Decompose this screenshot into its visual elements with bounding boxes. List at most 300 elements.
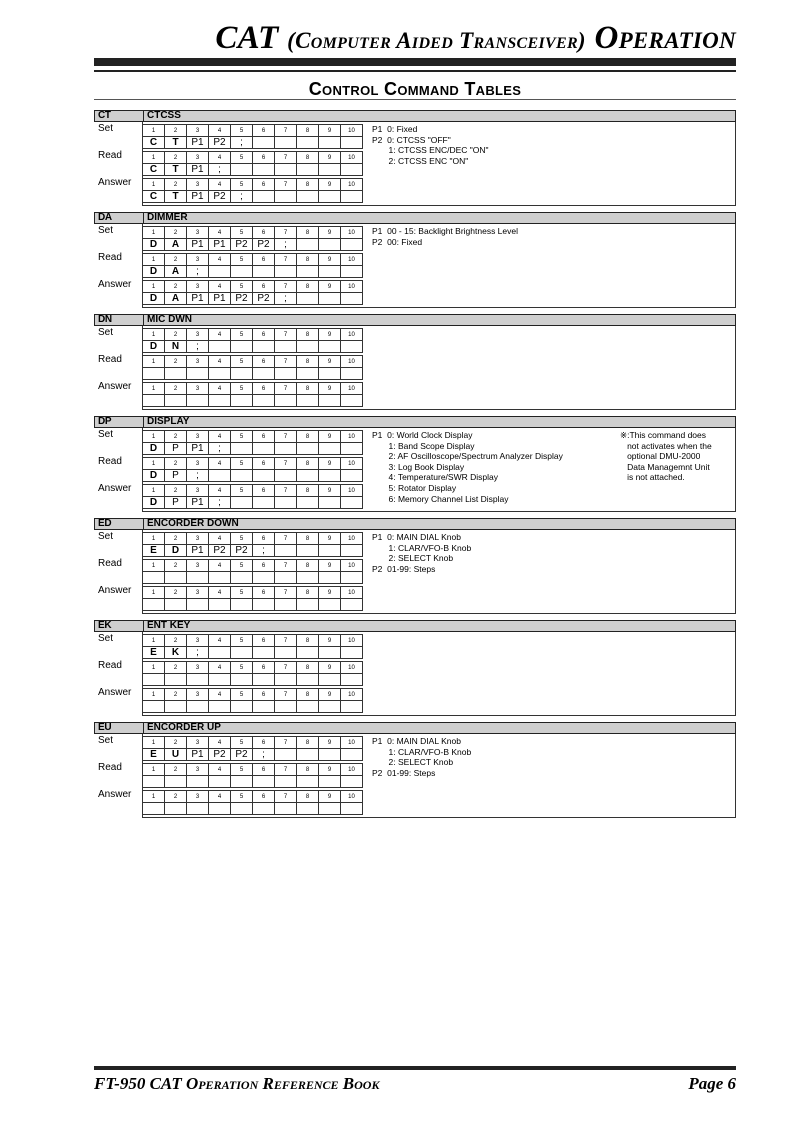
command-char-cell: A [165, 266, 187, 278]
position-number: 6 [253, 689, 275, 701]
command-char-cell [319, 803, 341, 815]
command-grid-set [142, 532, 363, 557]
command-char-cell: P2 [209, 191, 231, 203]
position-number: 3 [187, 587, 209, 599]
position-number: 10 [341, 179, 363, 191]
command-char-cell [209, 470, 231, 482]
position-number: 8 [297, 281, 319, 293]
position-number: 10 [341, 533, 363, 545]
position-number: 7 [275, 383, 297, 395]
position-number: 5 [231, 533, 253, 545]
command-grid-set [142, 124, 363, 149]
command-char-cell [231, 368, 253, 380]
command-char-cell [341, 443, 363, 455]
command-char-cell: ; [209, 443, 231, 455]
position-number: 7 [275, 791, 297, 803]
command-char-row [143, 647, 363, 659]
command-char-cell [319, 191, 341, 203]
command-char-cell [341, 647, 363, 659]
command-char-cell [297, 497, 319, 509]
command-char-cell [275, 647, 297, 659]
command-grid-read [142, 151, 363, 176]
position-number: 6 [253, 356, 275, 368]
command-char-cell: P2 [253, 239, 275, 251]
title-cat: CAT [215, 20, 279, 56]
row-label-read: Read [98, 660, 122, 671]
position-number: 2 [165, 152, 187, 164]
command-name: DISPLAY [147, 416, 190, 427]
position-number: 3 [187, 485, 209, 497]
command-char-cell [297, 647, 319, 659]
command-char-cell [341, 341, 363, 353]
command-char-cell: P2 [231, 239, 253, 251]
position-number: 6 [253, 737, 275, 749]
parameter-description: P1 0: World Clock Display 1: Band Scope Display 2: AF Oscilloscope/Spectrum Analyzer Display 3: Log Book Display 4: Temperature/SWR Display 5: Rotator Display 6: Memory Channel List Display [372, 430, 563, 504]
position-number: 1 [143, 458, 165, 470]
command-char-row [143, 701, 363, 713]
position-number: 2 [165, 485, 187, 497]
command-char-cell [319, 137, 341, 149]
command-char-cell [275, 341, 297, 353]
command-char-cell [297, 701, 319, 713]
row-label-read: Read [98, 456, 122, 467]
position-number: 5 [231, 560, 253, 572]
row-label-answer: Answer [98, 789, 132, 800]
position-number-row [143, 458, 363, 470]
command-char-cell [253, 674, 275, 686]
command-char-cell [319, 776, 341, 788]
command-char-cell [231, 497, 253, 509]
position-number: 4 [209, 764, 231, 776]
position-number: 1 [143, 737, 165, 749]
command-char-cell [253, 395, 275, 407]
command-char-cell: P1 [187, 443, 209, 455]
command-char-cell [253, 191, 275, 203]
command-char-cell [143, 701, 165, 713]
command-char-cell [319, 545, 341, 557]
position-number: 4 [209, 356, 231, 368]
position-number-row [143, 635, 363, 647]
command-char-cell: P2 [209, 137, 231, 149]
command-char-cell [341, 776, 363, 788]
position-number: 1 [143, 560, 165, 572]
position-number: 5 [231, 356, 253, 368]
position-number: 1 [143, 152, 165, 164]
position-number: 3 [187, 356, 209, 368]
command-char-cell [341, 749, 363, 761]
command-name: ENCORDER DOWN [147, 518, 239, 529]
command-char-cell [297, 239, 319, 251]
row-label-answer: Answer [98, 381, 132, 392]
position-number: 2 [165, 560, 187, 572]
command-char-row [143, 749, 363, 761]
command-char-cell [319, 164, 341, 176]
command-char-cell [319, 749, 341, 761]
command-note: ※:This command does not activates when the optional DMU-2000 Data Managemnt Unit is not attached. [620, 430, 712, 483]
command-char-cell [319, 341, 341, 353]
row-label-read: Read [98, 354, 122, 365]
command-char-cell [297, 776, 319, 788]
row-label-set: Set [98, 633, 114, 644]
position-number: 1 [143, 485, 165, 497]
position-number: 9 [319, 356, 341, 368]
command-char-cell: ; [231, 137, 253, 149]
position-number: 1 [143, 329, 165, 341]
position-number: 7 [275, 737, 297, 749]
command-char-cell: ; [253, 749, 275, 761]
position-number: 9 [319, 533, 341, 545]
command-char-row [143, 293, 363, 305]
position-number: 7 [275, 431, 297, 443]
position-number: 7 [275, 329, 297, 341]
position-number: 6 [253, 254, 275, 266]
command-grid-read [142, 457, 363, 482]
command-char-cell [231, 443, 253, 455]
position-number: 8 [297, 254, 319, 266]
command-char-cell [209, 803, 231, 815]
command-char-cell [231, 674, 253, 686]
position-number: 7 [275, 689, 297, 701]
position-number-row [143, 791, 363, 803]
command-char-cell [319, 599, 341, 611]
command-char-cell [341, 674, 363, 686]
header-divider [143, 417, 144, 428]
position-number: 1 [143, 662, 165, 674]
footer-rule [94, 1066, 736, 1070]
position-number: 4 [209, 635, 231, 647]
position-number: 8 [297, 737, 319, 749]
command-char-cell [341, 266, 363, 278]
row-label-read: Read [98, 252, 122, 263]
position-number: 6 [253, 179, 275, 191]
position-number: 10 [341, 560, 363, 572]
position-number: 5 [231, 587, 253, 599]
position-number-row [143, 281, 363, 293]
position-number: 2 [165, 791, 187, 803]
position-number: 3 [187, 791, 209, 803]
command-char-cell: U [165, 749, 187, 761]
command-grid-read [142, 253, 363, 278]
row-label-answer: Answer [98, 483, 132, 494]
position-number: 2 [165, 431, 187, 443]
position-number: 7 [275, 635, 297, 647]
position-number: 3 [187, 662, 209, 674]
command-char-cell [275, 470, 297, 482]
position-number: 10 [341, 356, 363, 368]
command-code: DP [98, 416, 112, 427]
position-number-row [143, 485, 363, 497]
command-section-eu [94, 722, 736, 818]
command-char-cell: N [165, 341, 187, 353]
command-char-cell [341, 470, 363, 482]
position-number: 10 [341, 764, 363, 776]
command-char-cell [253, 776, 275, 788]
position-number: 7 [275, 764, 297, 776]
command-char-cell: P2 [231, 749, 253, 761]
position-number: 2 [165, 737, 187, 749]
position-number-row [143, 329, 363, 341]
command-char-cell: ; [275, 293, 297, 305]
position-number: 8 [297, 179, 319, 191]
header-divider [143, 621, 144, 632]
command-char-cell [297, 749, 319, 761]
command-char-cell [297, 443, 319, 455]
command-char-cell: P1 [187, 191, 209, 203]
position-number: 10 [341, 227, 363, 239]
command-char-cell [253, 368, 275, 380]
position-number: 5 [231, 227, 253, 239]
command-char-cell [165, 599, 187, 611]
command-char-row [143, 395, 363, 407]
command-char-cell [275, 599, 297, 611]
position-number-row [143, 431, 363, 443]
position-number: 9 [319, 689, 341, 701]
position-number: 7 [275, 179, 297, 191]
position-number: 9 [319, 152, 341, 164]
command-char-cell [253, 164, 275, 176]
position-number-row [143, 533, 363, 545]
command-char-cell: E [143, 647, 165, 659]
position-number-row [143, 662, 363, 674]
command-char-cell [341, 497, 363, 509]
command-char-cell [297, 572, 319, 584]
position-number: 9 [319, 329, 341, 341]
position-number: 3 [187, 458, 209, 470]
position-number: 4 [209, 125, 231, 137]
command-name: CTCSS [147, 110, 181, 121]
command-code: ED [98, 518, 112, 529]
footer-model: FT-950 CAT [94, 1074, 182, 1093]
command-header [94, 212, 736, 224]
position-number: 6 [253, 791, 275, 803]
command-char-cell: A [165, 293, 187, 305]
command-code: DN [98, 314, 112, 325]
command-char-cell [297, 137, 319, 149]
command-char-cell: ; [275, 239, 297, 251]
command-header [94, 110, 736, 122]
command-char-cell [341, 599, 363, 611]
row-label-answer: Answer [98, 687, 132, 698]
command-char-cell [187, 599, 209, 611]
position-number: 10 [341, 587, 363, 599]
command-char-cell [143, 776, 165, 788]
command-char-cell [253, 266, 275, 278]
command-grid-answer [142, 790, 363, 815]
position-number: 6 [253, 227, 275, 239]
command-char-cell [231, 341, 253, 353]
position-number: 10 [341, 281, 363, 293]
command-code: CT [98, 110, 111, 121]
command-char-cell [319, 647, 341, 659]
position-number: 5 [231, 281, 253, 293]
command-char-cell [275, 803, 297, 815]
position-number: 8 [297, 125, 319, 137]
row-label-set: Set [98, 429, 114, 440]
command-char-cell: P [165, 443, 187, 455]
command-char-cell: P2 [209, 749, 231, 761]
position-number: 10 [341, 791, 363, 803]
position-number: 4 [209, 329, 231, 341]
position-number: 7 [275, 356, 297, 368]
command-char-cell: P2 [209, 545, 231, 557]
command-char-cell: T [165, 164, 187, 176]
position-number: 5 [231, 254, 253, 266]
command-code: DA [98, 212, 112, 223]
command-char-row [143, 239, 363, 251]
command-char-cell [209, 776, 231, 788]
position-number: 8 [297, 635, 319, 647]
command-char-cell [231, 647, 253, 659]
position-number: 8 [297, 533, 319, 545]
row-label-answer: Answer [98, 177, 132, 188]
position-number: 3 [187, 152, 209, 164]
command-grid-read [142, 355, 363, 380]
command-char-cell [297, 164, 319, 176]
row-label-read: Read [98, 762, 122, 773]
command-grid-answer [142, 382, 363, 407]
command-char-cell [209, 572, 231, 584]
command-char-row [143, 497, 363, 509]
position-number: 4 [209, 152, 231, 164]
position-number: 3 [187, 431, 209, 443]
command-char-cell [297, 674, 319, 686]
command-char-cell [297, 341, 319, 353]
command-name: ENT KEY [147, 620, 191, 631]
command-char-cell [341, 701, 363, 713]
command-char-cell [143, 395, 165, 407]
command-char-cell: D [143, 470, 165, 482]
command-header [94, 518, 736, 530]
position-number: 1 [143, 179, 165, 191]
command-header [94, 314, 736, 326]
position-number: 6 [253, 281, 275, 293]
position-number: 7 [275, 458, 297, 470]
command-char-cell [319, 368, 341, 380]
title-subtitle: (Computer Aided Transceiver) [287, 28, 586, 53]
position-number: 4 [209, 458, 231, 470]
position-number: 8 [297, 485, 319, 497]
command-char-cell: D [143, 341, 165, 353]
position-number: 8 [297, 152, 319, 164]
command-char-cell: ; [231, 191, 253, 203]
position-number: 2 [165, 227, 187, 239]
command-char-cell [187, 368, 209, 380]
command-char-cell: D [143, 443, 165, 455]
position-number: 8 [297, 689, 319, 701]
command-char-cell [209, 674, 231, 686]
command-char-cell: P1 [187, 545, 209, 557]
command-char-cell [275, 776, 297, 788]
row-label-set: Set [98, 327, 114, 338]
command-char-cell [143, 803, 165, 815]
header-divider [143, 723, 144, 734]
command-char-cell [275, 572, 297, 584]
position-number: 1 [143, 587, 165, 599]
command-char-cell [319, 443, 341, 455]
command-char-cell [253, 701, 275, 713]
row-label-set: Set [98, 531, 114, 542]
command-char-row [143, 545, 363, 557]
position-number: 7 [275, 254, 297, 266]
command-char-cell: P2 [231, 293, 253, 305]
command-section-ed [94, 518, 736, 614]
command-char-cell [341, 395, 363, 407]
position-number: 4 [209, 179, 231, 191]
command-char-cell [231, 266, 253, 278]
position-number: 4 [209, 662, 231, 674]
row-label-set: Set [98, 123, 114, 134]
command-char-cell [231, 803, 253, 815]
position-number: 6 [253, 587, 275, 599]
position-number: 9 [319, 383, 341, 395]
command-char-cell [165, 803, 187, 815]
position-number: 6 [253, 560, 275, 572]
command-char-cell [165, 701, 187, 713]
command-char-cell [253, 443, 275, 455]
command-char-cell [187, 572, 209, 584]
position-number: 4 [209, 281, 231, 293]
position-number: 8 [297, 329, 319, 341]
command-char-cell [253, 341, 275, 353]
command-char-cell [253, 803, 275, 815]
position-number: 3 [187, 635, 209, 647]
position-number-row [143, 560, 363, 572]
parameter-description: P1 0: MAIN DIAL Knob 1: CLAR/VFO-B Knob 2: SELECT Knob P2 01-99: Steps [372, 532, 472, 574]
position-number: 1 [143, 764, 165, 776]
command-char-cell [275, 191, 297, 203]
row-label-read: Read [98, 558, 122, 569]
command-char-cell [187, 701, 209, 713]
position-number-row [143, 383, 363, 395]
position-number: 9 [319, 431, 341, 443]
position-number: 5 [231, 329, 253, 341]
command-char-cell [209, 341, 231, 353]
command-char-cell [165, 368, 187, 380]
command-grid-set [142, 226, 363, 251]
row-label-set: Set [98, 735, 114, 746]
position-number: 8 [297, 383, 319, 395]
position-number: 5 [231, 764, 253, 776]
position-number: 3 [187, 737, 209, 749]
command-char-cell [275, 395, 297, 407]
position-number: 1 [143, 689, 165, 701]
position-number: 7 [275, 533, 297, 545]
command-char-cell [319, 293, 341, 305]
command-char-cell [165, 776, 187, 788]
command-char-cell [297, 599, 319, 611]
position-number: 8 [297, 560, 319, 572]
command-char-cell: ; [209, 497, 231, 509]
position-number: 7 [275, 281, 297, 293]
position-number-row [143, 179, 363, 191]
position-number: 1 [143, 431, 165, 443]
command-char-cell [275, 497, 297, 509]
position-number: 2 [165, 356, 187, 368]
command-char-cell [253, 599, 275, 611]
position-number: 6 [253, 662, 275, 674]
command-char-cell [297, 803, 319, 815]
command-char-row [143, 191, 363, 203]
command-char-cell [143, 599, 165, 611]
command-char-cell [341, 803, 363, 815]
command-char-cell [341, 368, 363, 380]
position-number: 10 [341, 737, 363, 749]
position-number: 10 [341, 458, 363, 470]
position-number: 2 [165, 383, 187, 395]
command-char-cell: E [143, 545, 165, 557]
command-char-cell [231, 701, 253, 713]
position-number: 9 [319, 179, 341, 191]
